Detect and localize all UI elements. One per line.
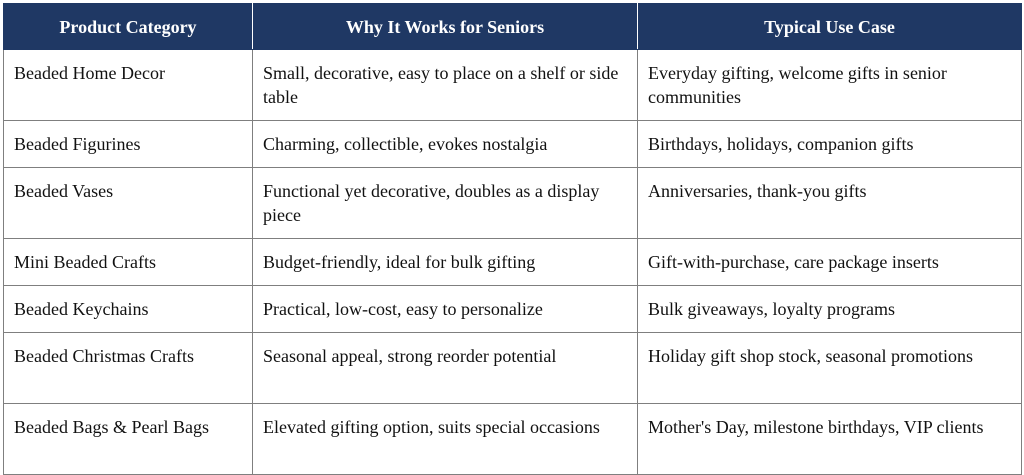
cell-reason: Functional yet decorative, doubles as a display piece [253, 168, 638, 239]
product-table-container [3, 3, 1021, 475]
cell-category: Beaded Christmas Crafts [4, 333, 253, 404]
cell-category: Beaded Vases [4, 168, 253, 239]
cell-use-case: Mother's Day, milestone birthdays, VIP clients [638, 404, 1022, 475]
table-row [4, 286, 1022, 333]
table-row [4, 239, 1022, 286]
header-product-category: Product Category [4, 4, 253, 50]
table-row [4, 168, 1022, 239]
cell-category: Beaded Figurines [4, 121, 253, 168]
product-table [3, 3, 1022, 475]
table-row [4, 50, 1022, 121]
cell-reason: Practical, low-cost, easy to personalize [253, 286, 638, 333]
cell-use-case: Gift-with-purchase, care package inserts [638, 239, 1022, 286]
cell-use-case: Bulk giveaways, loyalty programs [638, 286, 1022, 333]
cell-use-case: Holiday gift shop stock, seasonal promotions [638, 333, 1022, 404]
table-row [4, 404, 1022, 475]
cell-use-case: Everyday gifting, welcome gifts in senior communities [638, 50, 1022, 121]
cell-category: Beaded Bags & Pearl Bags [4, 404, 253, 475]
cell-use-case: Anniversaries, thank-you gifts [638, 168, 1022, 239]
cell-reason: Charming, collectible, evokes nostalgia [253, 121, 638, 168]
table-row [4, 121, 1022, 168]
cell-use-case: Birthdays, holidays, companion gifts [638, 121, 1022, 168]
cell-reason: Budget-friendly, ideal for bulk gifting [253, 239, 638, 286]
cell-category: Mini Beaded Crafts [4, 239, 253, 286]
cell-reason: Small, decorative, easy to place on a shelf or side table [253, 50, 638, 121]
table-header-row [4, 4, 1022, 50]
header-typical-use-case: Typical Use Case [638, 4, 1022, 50]
header-why-it-works: Why It Works for Seniors [253, 4, 638, 50]
table-row [4, 333, 1022, 404]
cell-reason: Elevated gifting option, suits special occasions [253, 404, 638, 475]
cell-reason: Seasonal appeal, strong reorder potential [253, 333, 638, 404]
cell-category: Beaded Keychains [4, 286, 253, 333]
cell-category: Beaded Home Decor [4, 50, 253, 121]
